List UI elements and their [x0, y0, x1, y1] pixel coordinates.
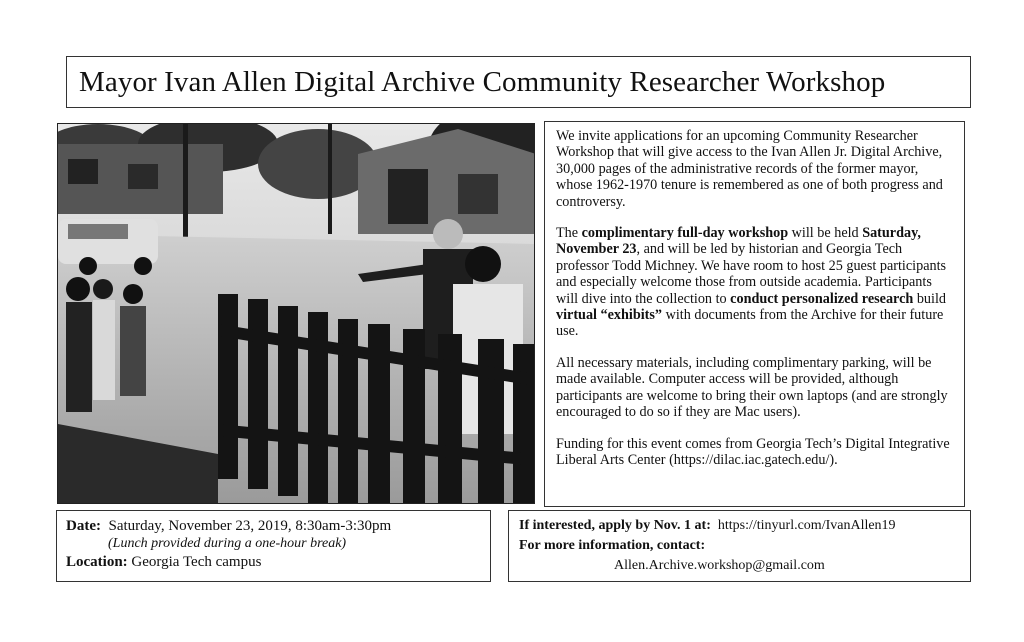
funding-paragraph: Funding for this event comes from Georgia Tech’s Digital Integrative Liberal Arts Center (https://dilac.iac.gatech.edu/).	[556, 435, 950, 468]
title-banner	[66, 56, 971, 108]
location-label: Location:	[66, 554, 128, 570]
text-run: The	[556, 225, 582, 242]
bold-run: conduct personalized research	[730, 290, 914, 307]
text-run: will be held	[788, 225, 863, 242]
location-value: Georgia Tech campus	[131, 554, 262, 570]
apply-label: If interested, apply by Nov. 1 at:	[519, 518, 711, 533]
location-line	[66, 552, 490, 572]
info-label: For more information, contact:	[519, 538, 706, 553]
contact-details	[508, 510, 971, 582]
historic-photo	[57, 123, 535, 504]
text-run: with documents from the Archive for their future use.	[556, 307, 944, 340]
workshop-paragraph	[556, 225, 954, 340]
description-panel	[544, 121, 965, 507]
date-value: Saturday, November 23, 2019, 8:30am-3:30pm	[108, 518, 392, 534]
bold-run: Saturday, November 23	[556, 225, 921, 258]
lunch-note: (Lunch provided during a one-hour break)	[108, 536, 347, 551]
date-line	[66, 516, 490, 536]
bold-run: virtual “exhibits”	[556, 307, 663, 324]
page-title: Mayor Ivan Allen Digital Archive Community Researcher Workshop	[79, 65, 886, 98]
contact-email[interactable]: Allen.Archive.workshop@gmail.com	[614, 558, 825, 573]
event-details	[56, 510, 491, 582]
date-label: Date:	[66, 518, 101, 534]
apply-line	[519, 516, 970, 536]
intro-paragraph: We invite applications for an upcoming Community Researcher Workshop that will give access to the Ivan Allen Jr. Digital Archive, 30,000 pages of the administrative records of the former mayor, whose 1962-1970 tenure is remembered as one of both progress and controversy.	[556, 128, 943, 210]
materials-paragraph: All necessary materials, including complimentary parking, will be made available. Computer access will be provided, although participants are welcome to bring their own laptops (and are strongly encouraged to do so if they are Mac users).	[556, 354, 948, 421]
text-run: , and will be led by historian and Georgia Tech professor Todd Michney. We have room to host 25 guest participants and especially welcome those from outside academia. Participants will dive into the collection to	[556, 241, 947, 307]
apply-link[interactable]: https://tinyurl.com/IvanAllen19	[717, 518, 896, 533]
bold-run: complimentary full-day workshop	[581, 225, 789, 242]
text-run: build	[913, 290, 946, 307]
